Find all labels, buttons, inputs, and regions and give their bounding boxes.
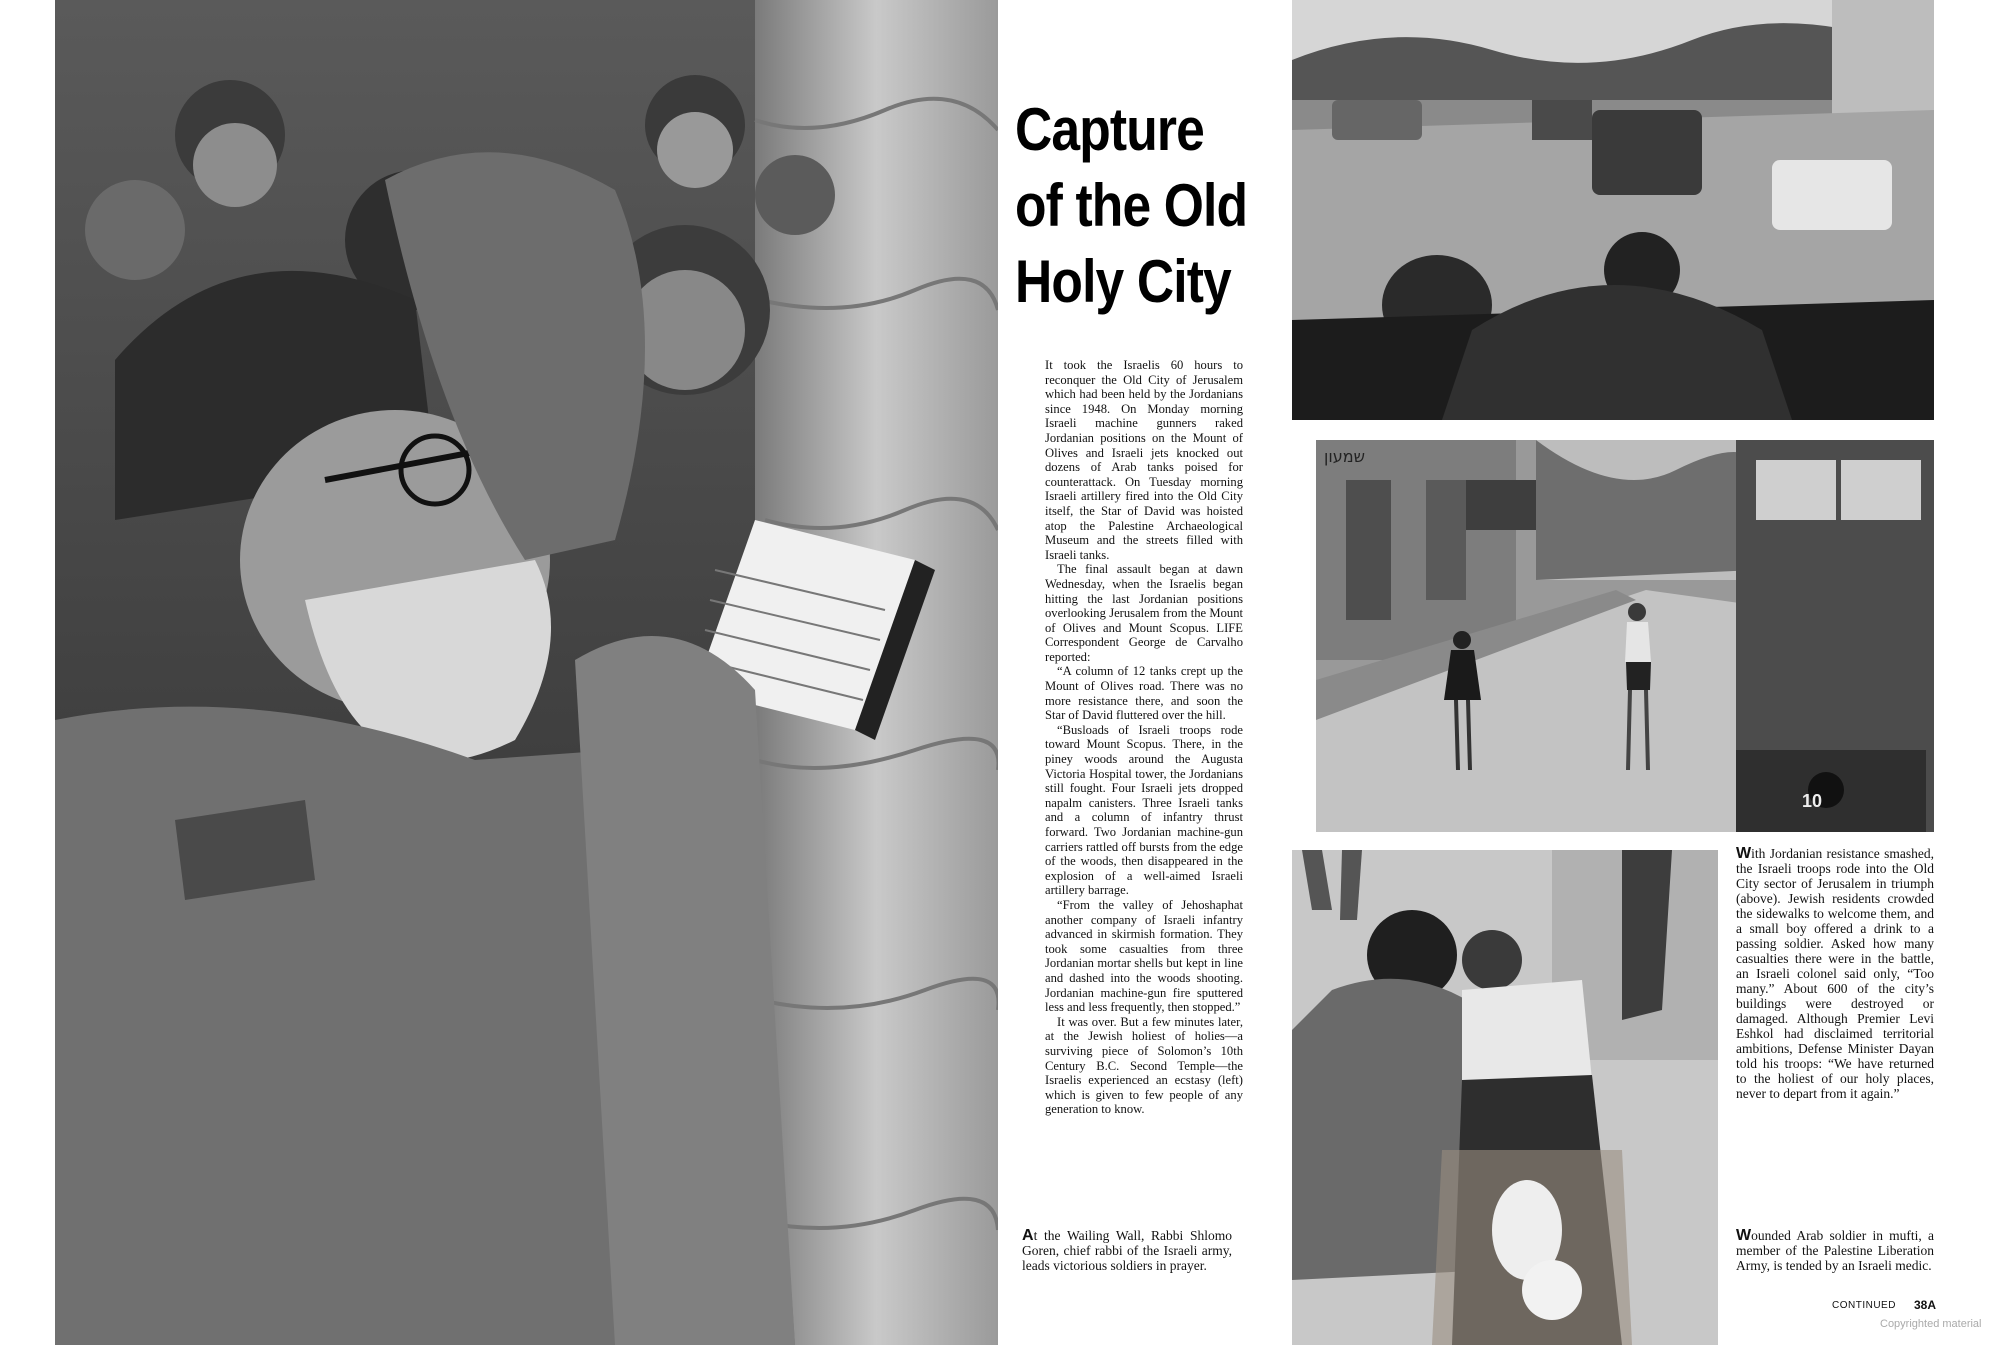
page-number: 38A bbox=[1914, 1298, 1937, 1312]
body-paragraph: The final assault began at dawn Wednesday, when the Israelis began hitting the last Jordanian positions overlooking Jerusalem from the Mount of Olives and Mount Scopus. LIFE Correspondent George de Carvalho reported: bbox=[1045, 562, 1243, 664]
article-headline bbox=[1015, 92, 1247, 320]
body-paragraph: “From the valley of Jehoshaphat another company of Israeli infantry advanced in skirmish formation. They took some casualties from three Jordanian mortar shells but kept in line and dashed into the woods shooting. Jordanian machine-gun fire sputtered less and less frequently, then stopped.” bbox=[1045, 897, 1243, 1015]
caption-street-triumph bbox=[1736, 846, 1934, 1101]
caption-lead-letter: W bbox=[1736, 845, 1752, 862]
continued-label: CONTINUED bbox=[1832, 1300, 1896, 1311]
photo-wounded-soldier-medic bbox=[1292, 850, 1718, 1345]
article-body bbox=[1045, 358, 1243, 1117]
body-paragraph: “Busloads of Israeli troops rode toward Mount Scopus. There, in the piney woods around the Augusta Victoria Hospital tower, the Jordanians still fought. Four Israeli jets dropped napalm canisters. Three Israeli tanks and a column of infantry thrust forward. Two Jordanian machine-gun carriers rattled off bursts from the edge of the woods, then disappeared in the explosion of a well-aimed Israeli artillery barrage. bbox=[1045, 722, 1243, 898]
body-paragraph: It was over. But a few minutes later, at the Jewish holiest of holies—a surviving piece of Solomon’s 10th Century B.C. Second Temple—the Israelis experienced an ecstasy (left) which is given to few people of any generation to know. bbox=[1045, 1014, 1243, 1117]
photo-tanks-in-street bbox=[1292, 0, 1934, 420]
body-paragraph: “A column of 12 tanks crept up the Mount of Olives road. There was no more resistance there, and soon the Star of David fluttered over the hill. bbox=[1045, 664, 1243, 723]
caption-lead-letter: W bbox=[1736, 1227, 1752, 1244]
photo-rabbi-at-wailing-wall bbox=[55, 0, 998, 1345]
caption-wailing-wall bbox=[1022, 1228, 1232, 1273]
caption-text: ounded Arab soldier in mufti, a member of the Palestine Liberation Army, is tended by an Israeli medic. bbox=[1736, 1228, 1934, 1273]
caption-text: ith Jordanian resistance smashed, the Israeli troops rode into the Old City sector of Jerusalem in triumph (above). Jewish residents crowded the sidewalks to welcome them, and a small boy offered a drink to a passing soldier. Asked how many casualties there were in the battle, an Israeli colonel said only, “Too many.” About 600 of the city’s buildings were destroyed or damaged. Although Premier Levi Eshkol had disclaimed territorial ambitions, Defense Minister Dayan told his troops: “We have returned to the holiest of our holy places, never to depart from it again.” bbox=[1736, 846, 1934, 1101]
photo-boy-offers-drink bbox=[1316, 440, 1934, 832]
truck-number-plate: 10 bbox=[1802, 791, 1823, 811]
headline-line-1: Capture bbox=[1015, 96, 1204, 163]
caption-wounded-soldier bbox=[1736, 1228, 1934, 1273]
copyright-watermark: Copyrighted material bbox=[1880, 1318, 1982, 1330]
body-paragraph: It took the Israelis 60 hours to reconquer the Old City of Jerusalem which had been held by the Jordanians since 1948. On Monday morning Israeli machine gunners raked Jordanian positions on the Mount of Olives and Israeli jets knocked out dozens of Arab tanks poised for counterattack. On Tuesday morning Israeli artillery fired into the Old City itself, the Star of David was hoisted atop the Palestine Archaeological Museum and the streets filled with Israeli tanks. bbox=[1045, 358, 1243, 562]
headline-line-3: Holy City bbox=[1015, 248, 1231, 315]
headline-line-2: of the Old bbox=[1015, 172, 1248, 239]
shop-sign-text: שמעון bbox=[1324, 447, 1365, 466]
caption-text: t the Wailing Wall, Rabbi Shlomo Goren, chief rabbi of the Israeli army, leads victorious soldiers in prayer. bbox=[1022, 1228, 1232, 1273]
caption-lead-letter: A bbox=[1022, 1227, 1034, 1244]
